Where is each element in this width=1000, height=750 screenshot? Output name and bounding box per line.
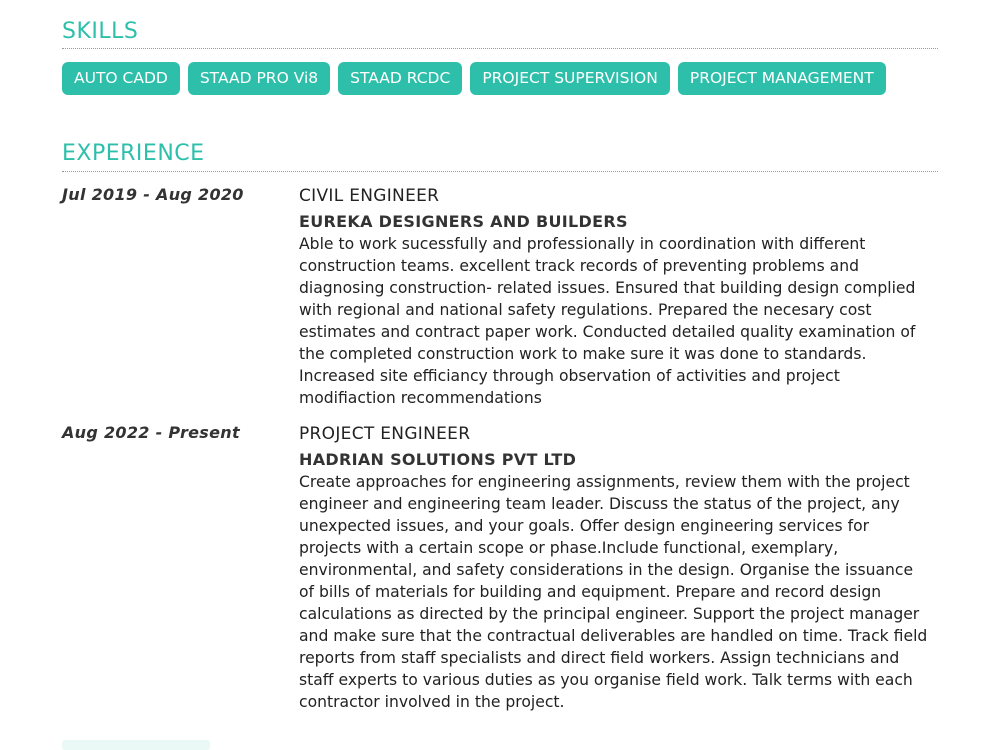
job-dates: Jul 2019 - Aug 2020 bbox=[62, 185, 244, 204]
next-section-heading-fragment bbox=[62, 740, 210, 750]
job-details bbox=[299, 423, 939, 713]
skill-tag: PROJECT MANAGEMENT bbox=[678, 62, 886, 95]
job-description: Create approaches for engineering assignments, review them with the project engineer and engineering team leader. Discuss the status of the project, any unexpected issues, and your goals. Offer design engineering services for projects with a certain scope or phase.Include functional, exemplary, environmental, and safety considerations in the design. Organise the issuance of bills of materials for building and equipment. Prepare and record design calculations as directed by the principal engineer. Support the project manager and make sure that the contractual deliverables are handled on time. Track field reports from staff specialists and direct field workers. Assign technicians and staff experts to various duties as you organise field work. Talk terms with each contractor involved in the project. bbox=[299, 473, 928, 711]
experience-divider bbox=[62, 171, 938, 172]
experience-heading: EXPERIENCE bbox=[62, 141, 205, 166]
job-title: PROJECT ENGINEER bbox=[299, 424, 471, 444]
job-dates: Aug 2022 - Present bbox=[62, 423, 240, 442]
skills-divider bbox=[62, 48, 938, 49]
job-details bbox=[299, 185, 939, 409]
skills-list bbox=[62, 62, 886, 95]
job-title: CIVIL ENGINEER bbox=[299, 186, 440, 206]
job-company: EUREKA DESIGNERS AND BUILDERS bbox=[299, 212, 628, 231]
job-description: Able to work sucessfully and professionally in coordination with different construction teams. excellent track records of preventing problems and diagnosing construction- related issues. Ensured that building design complied with regional and national safety regulations. Prepared the necesary cost estimates and contract paper work. Conducted detailed quality examination of the completed construction work to make sure it was done to standards. Increased site efficiancy through observation of activities and project modifiaction recommendations bbox=[299, 235, 916, 407]
skills-heading: SKILLS bbox=[62, 19, 139, 44]
skill-tag: STAAD RCDC bbox=[338, 62, 462, 95]
job-company: HADRIAN SOLUTIONS PVT LTD bbox=[299, 450, 577, 469]
skill-tag: AUTO CADD bbox=[62, 62, 180, 95]
skill-tag: STAAD PRO Vi8 bbox=[188, 62, 330, 95]
skill-tag: PROJECT SUPERVISION bbox=[470, 62, 670, 95]
